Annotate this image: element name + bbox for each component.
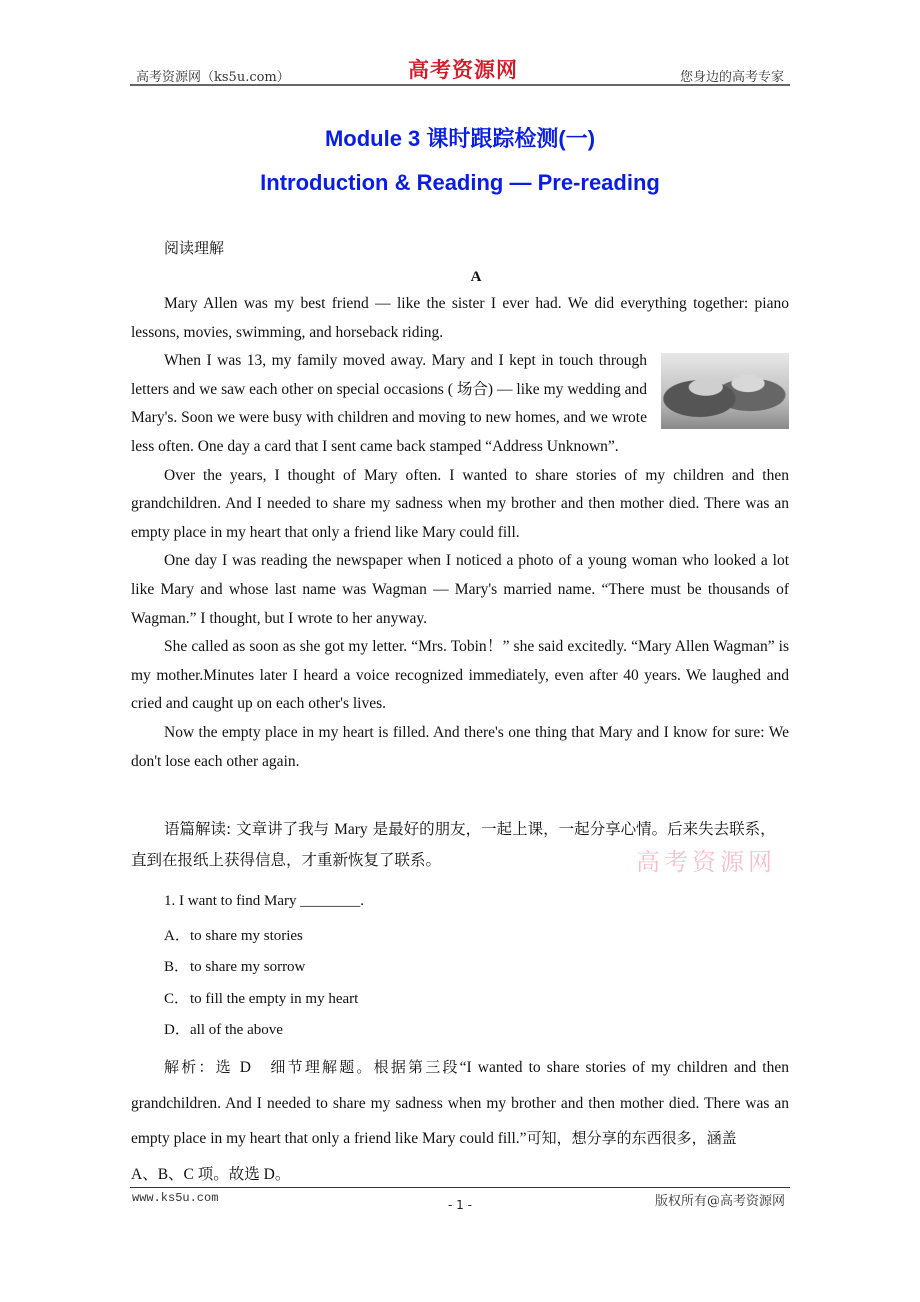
option-letter: D．	[164, 1022, 190, 1038]
footer-copyright: 版权所有@高考资源网	[654, 1194, 785, 1209]
paragraph: Over the years, I thought of Mary often. I wanted to share stories of my children and then grandchildren. And I needed to share my sadness when my brother and then mother died. There was an empty place in my heart that only a friend like Mary could fill.	[131, 466, 789, 541]
analysis-text: 是最好的朋友，一起上课，一起分享心情。后来失去联系，直到在报纸上获得信息，才重新恢复了联系。	[131, 820, 776, 869]
paragraph: Now the empty place in my heart is filled. And there's one thing that Mary and I know for sure: We don't lose each other again.	[131, 723, 789, 770]
option-c	[164, 987, 358, 1008]
header-site-name: 高考资源网（ks5u.com）	[136, 70, 290, 85]
paragraph: Mary Allen was my best friend — like the sister I ever had. We did everything together: piano lessons, movies, swimming, and horseback riding.	[131, 295, 789, 341]
option-a	[164, 924, 303, 945]
passage-body	[131, 290, 789, 776]
option-d	[164, 1018, 283, 1039]
footer-url: www.ks5u.com	[132, 1191, 219, 1205]
analysis-text: 文章讲了我与	[231, 820, 335, 838]
footer-divider	[130, 1187, 790, 1188]
section-label: 阅读理解	[164, 239, 225, 257]
option-b	[164, 955, 305, 976]
option-letter: A．	[164, 928, 190, 944]
option-letter: B．	[164, 959, 190, 975]
option-text: to share my stories	[190, 928, 303, 944]
option-text: to share my sorrow	[190, 959, 306, 975]
solution	[131, 1050, 789, 1192]
analysis-name: Mary	[334, 821, 368, 838]
solution-quote: “I wanted to share stories of my children and then grandchildren. And I needed to share my sadness when my brother and then mother died. There was an empty place in my heart that only a friend like Mary could fill.”	[131, 1059, 789, 1147]
analysis-label: 语篇解读:	[164, 820, 232, 838]
watermark: 高考资源网	[636, 848, 776, 876]
solution-prefix: 解析：选	[164, 1058, 240, 1076]
header-tagline: 您身边的高考专家	[679, 70, 784, 85]
option-text: all of the above	[190, 1022, 283, 1038]
photo-image	[661, 353, 789, 429]
header-logo: 高考资源网	[408, 57, 518, 82]
page-header	[130, 50, 790, 86]
solution-type: 细节理解题。根据第三段	[251, 1058, 460, 1076]
solution-ending: A、B、C 项。故选 D。	[131, 1165, 291, 1183]
option-letter: C．	[164, 991, 190, 1007]
paragraph: She called as soon as she got my letter. “Mrs. Tobin！” she said excitedly. “Mary Allen Wagman” is my mother.Minutes later I heard a voice recognized immediately, even after 40 years. We laughed and cried and caught up on each other's lives.	[131, 638, 789, 713]
page-title: Module 3 课时跟踪检测(一)	[324, 126, 596, 151]
passage-letter: A	[470, 269, 482, 285]
page-number: - 1 -	[448, 1198, 472, 1212]
solution-answer: D	[239, 1059, 251, 1076]
paragraph	[131, 347, 789, 461]
paragraph-text: When I was 13, my family moved away. Mary and I kept in touch through letters and we saw each other on special occasions ( 场合) — like my wedding and Mary's. Soon we were busy with children and moving to new homes, and we wrote less often. One day a card that I sent came back stamped “Address Unknown”.	[131, 352, 647, 455]
solution-conclusion: 可知，想分享的东西很多，涵盖	[526, 1129, 737, 1147]
page-subtitle: Introduction & Reading — Pre-reading	[260, 170, 660, 195]
question-stem: 1. I want to find Mary ________.	[164, 893, 364, 909]
option-text: to fill the empty in my heart	[190, 991, 359, 1007]
paragraph: One day I was reading the newspaper when I noticed a photo of a young woman who looked a lot like Mary and whose last name was Wagman — Mary's married name. “There must be thousands of Wagman.” I thought, but I wrote to her anyway.	[131, 552, 789, 627]
